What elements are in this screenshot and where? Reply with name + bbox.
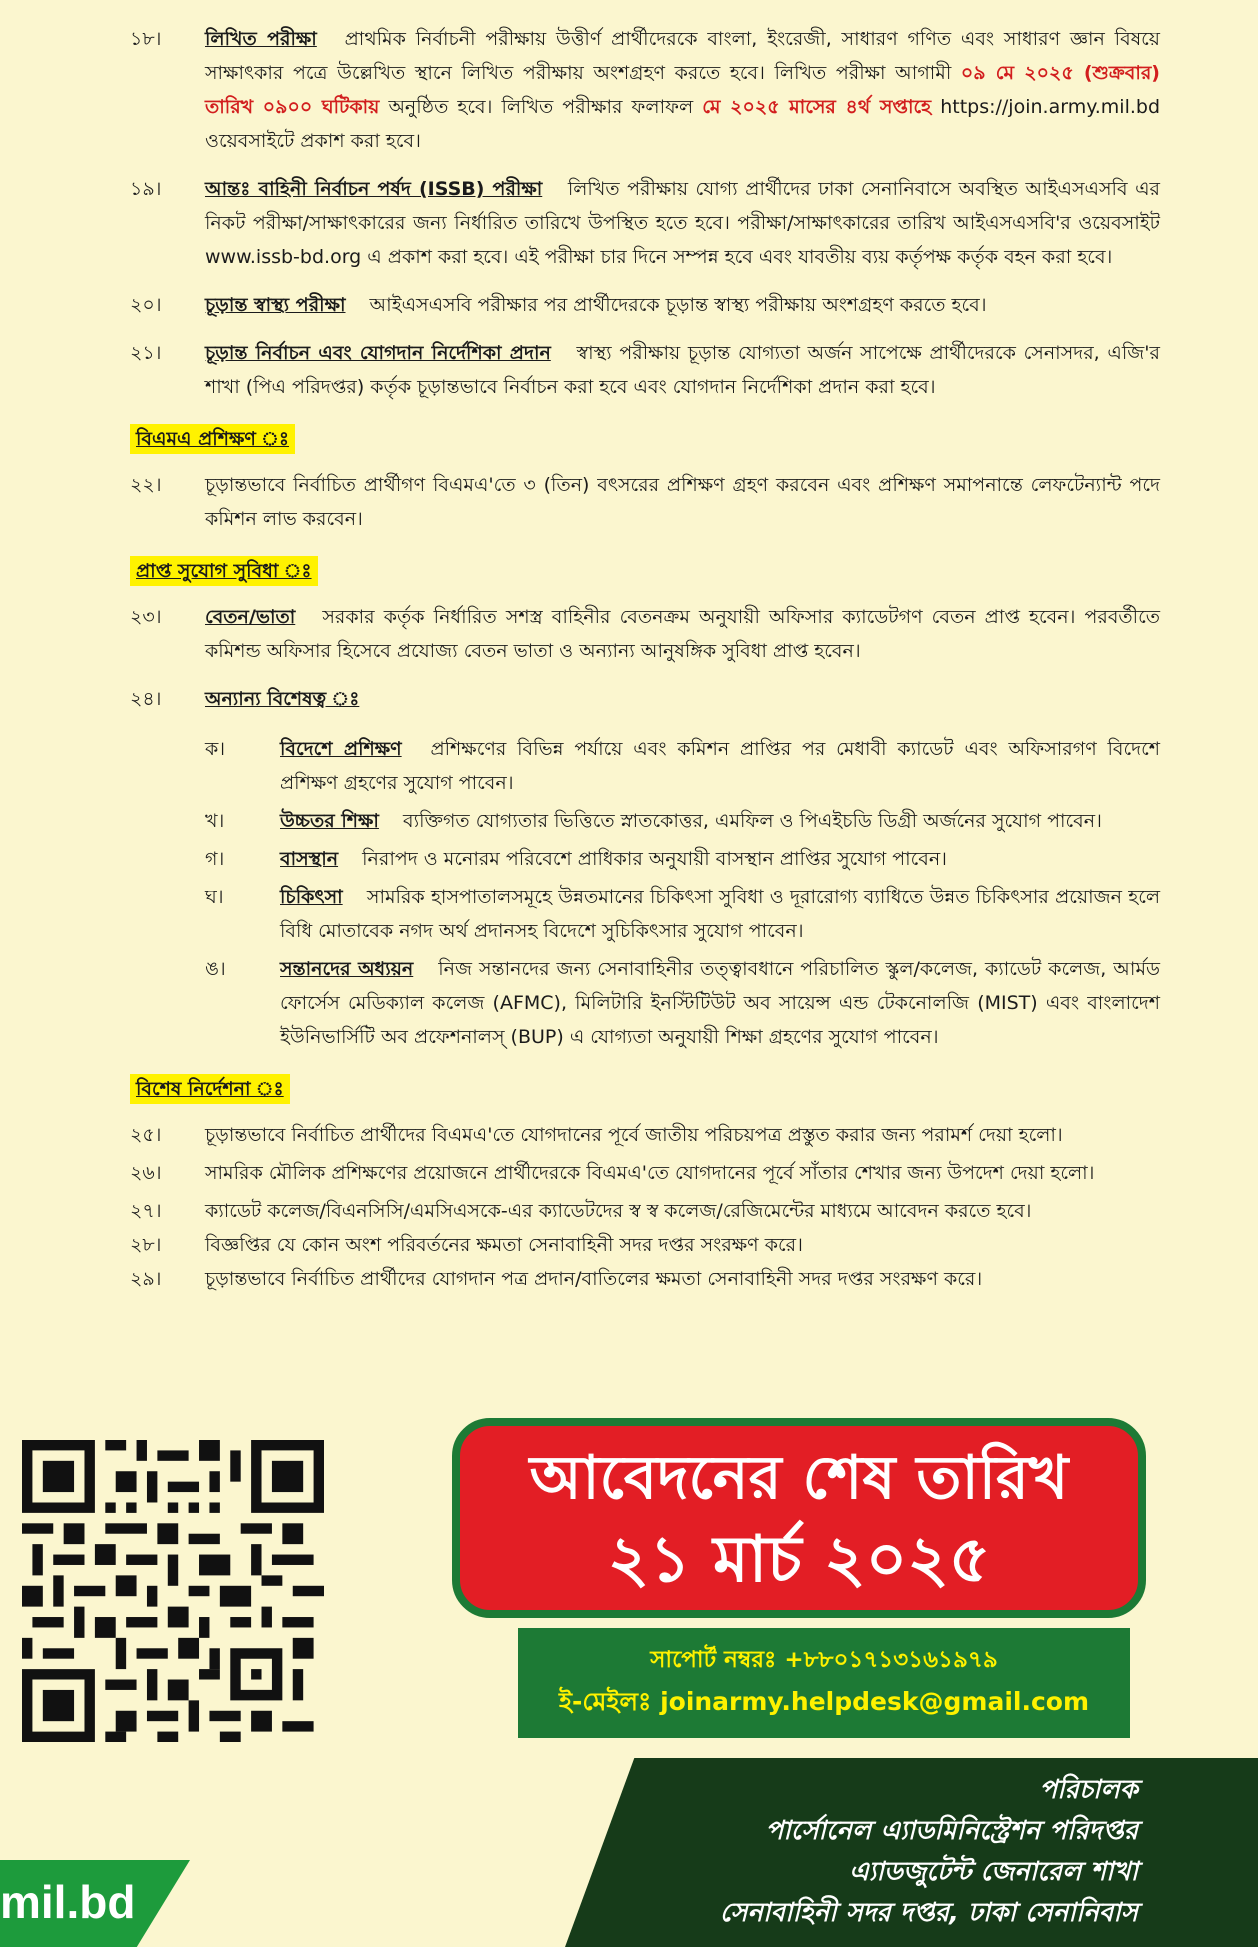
- sub-letter: ঙ।: [205, 958, 226, 980]
- exam-date: ০৯ মে ২০২৫ (শুক্রবার) তারিখ ০৯০০ ঘটিকায়: [205, 62, 1160, 118]
- sub-letter: ক।: [205, 738, 226, 760]
- item-text: অনুষ্ঠিত হবে। লিখিত পরীক্ষার ফলাফল: [388, 96, 694, 118]
- sub-heading: সন্তানদের অধ্যয়ন: [280, 958, 414, 980]
- item-number: ২৩।: [130, 606, 162, 628]
- sub-item: [130, 842, 1160, 876]
- deadline-label: আবেদনের শেষ তারিখ: [529, 1443, 1069, 1513]
- item-text: চূড়ান্তভাবে নির্বাচিত প্রার্থীদের যোগদান পত্র প্রদান/বাতিলের ক্ষমতা সেনাবাহিনী সদর দপ্তর সংরক্ষণ করে।: [205, 1268, 983, 1290]
- issuer-line: পরিচালক: [1039, 1775, 1138, 1805]
- item-heading: চূড়ান্ত নির্বাচন এবং যোগদান নির্দেশিকা প্রদান: [205, 342, 551, 364]
- sub-item: [130, 804, 1160, 838]
- item-number: ২০।: [130, 294, 162, 316]
- qr-code[interactable]: [22, 1440, 324, 1742]
- item-24: [130, 682, 1160, 716]
- sub-item: [130, 880, 1160, 948]
- item-18: [130, 22, 1160, 158]
- sub-item: [130, 952, 1160, 1054]
- sub-heading: চিকিৎসা: [280, 886, 343, 908]
- issuer-line: পার্সোনেল এ্যাডমিনিস্ট্রেশন পরিদপ্তর: [765, 1816, 1138, 1846]
- item-26: [130, 1156, 1160, 1190]
- item-heading: চূড়ান্ত স্বাস্থ্য পরীক্ষা: [205, 294, 346, 316]
- item-text: সরকার কর্তৃক নির্ধারিত সশস্ত্র বাহিনীর বেতনক্রম অনুযায়ী অফিসার ক্যাডেটগণ বেতন প্রাপ্ত হবেন। পরবর্তীতে কমিশন্ড অফিসার হিসেবে প্রযোজ্য বেতন ভাতা ও অন্যান্য আনুষঙ্গিক সুবিধা প্রাপ্ত হবেন।: [205, 606, 1160, 662]
- support-number: সাপোর্ট নম্বরঃ +৮৮০১৭১৩১৬১৯৭৯: [650, 1647, 998, 1673]
- item-19: [130, 172, 1160, 274]
- sub-text: প্রশিক্ষণের বিভিন্ন পর্যায়ে এবং কমিশন প্রাপ্তির পর মেধাবী ক্যাডেট এবং অফিসারগণ বিদেশে প্রশিক্ষণ গ্রহণের সুযোগ পাবেন।: [280, 738, 1160, 794]
- item-heading: লিখিত পরীক্ষা: [205, 28, 317, 50]
- item-number: ২৪।: [130, 688, 162, 710]
- item-number: ২৫।: [130, 1124, 162, 1146]
- section-bma-training: বিএমএ প্রশিক্ষণ ঃ: [130, 424, 295, 454]
- item-text: স্বাস্থ্য পরীক্ষায় চূড়ান্ত যোগ্যতা অর্জন সাপেক্ষে প্রার্থীদেরকে সেনাসদর, এজি'র শাখা (পিএ পরিদপ্তর) কর্তৃক চূড়ান্তভাবে নির্বাচন করা হবে এবং যোগদান নির্দেশিকা প্রদান করা হবে।: [205, 342, 1160, 398]
- item-number: ২৮।: [130, 1234, 162, 1256]
- item-22: [130, 468, 1160, 536]
- item-number: ১৯।: [130, 178, 162, 200]
- item-27: [130, 1194, 1160, 1228]
- item-25: [130, 1118, 1160, 1152]
- sub-text: ব্যক্তিগত যোগ্যতার ভিত্তিতে স্নাতকোত্তর, এমফিল ও পিএইচডি ডিগ্রী অর্জনের সুযোগ পাবেন।: [403, 810, 1102, 832]
- issuer-block: [720, 1770, 1138, 1934]
- sub-text: নিরাপদ ও মনোরম পরিবেশে প্রাধিকার অনুযায়ী বাসস্থান প্রাপ্তির সুযোগ পাবেন।: [362, 848, 947, 870]
- item-20: [130, 288, 1160, 322]
- section-special-instructions: বিশেষ নির্দেশনা ঃ: [130, 1074, 290, 1104]
- item-heading: অন্যান্য বিশেষত্ব ঃ: [205, 688, 360, 710]
- item-29: [130, 1262, 1160, 1296]
- sub-text: নিজ সন্তানদের জন্য সেনাবাহিনীর তত্ত্বাবধানে পরিচালিত স্কুল/কলেজ, ক্যাডেট কলেজ, আর্মড ফোর্সেস মেডিক্যাল কলেজ (AFMC), মিলিটারি ইনস্টিটিউট অব সায়েন্স এন্ড টেকনোলজি (MIST) এবং বাংলাদেশ ইউনিভার্সিটি অব প্রফেশনালস্ (BUP) এ যোগ্যতা অনুযায়ী শিক্ষা গ্রহণের সুযোগ পাবেন।: [280, 958, 1160, 1048]
- sub-text: সামরিক হাসপাতালসমূহে উন্নতমানের চিকিৎসা সুবিধা ও দূরারোগ্য ব্যাধিতে উন্নত চিকিৎসার প্রয়োজন হলে বিধি মোতাবেক নগদ অর্থ প্রদানসহ বিদেশে সুচিকিৎসার সুযোগ পাবেন।: [280, 886, 1160, 942]
- item-23: [130, 600, 1160, 668]
- item-28: [130, 1228, 1160, 1262]
- website-fragment[interactable]: mil.bd: [0, 1876, 136, 1928]
- item-number: ২১।: [130, 342, 162, 364]
- item-text: আইএসএসবি পরীক্ষার পর প্রার্থীদেরকে চূড়ান্ত স্বাস্থ্য পরীক্ষায় অংশগ্রহণ করতে হবে।: [369, 294, 987, 316]
- item-heading: বেতন/ভাতা: [205, 606, 296, 628]
- item-text: চূড়ান্তভাবে নির্বাচিত প্রার্থীদের বিএমএ'তে যোগদানের পূর্বে জাতীয় পরিচয়পত্র প্রস্তুত করার জন্য পরামর্শ দেয়া হলো।: [205, 1124, 1063, 1146]
- deadline-date: ২১ মার্চ ২০২৫: [607, 1523, 991, 1597]
- section-benefits: প্রাপ্ত সুযোগ সুবিধা ঃ: [130, 556, 318, 586]
- sub-item: [130, 732, 1160, 800]
- item-text: ক্যাডেট কলেজ/বিএনসিসি/এমসিএসকে-এর ক্যাডেটদের স্ব স্ব কলেজ/রেজিমেন্টের মাধ্যমে আবেদন করতে হবে।: [205, 1200, 1032, 1222]
- item-text: প্রাথমিক নির্বাচনী পরীক্ষায় উত্তীর্ণ প্রার্থীদেরকে বাংলা, ইংরেজী, সাধারণ গণিত এবং সাধারণ জ্ঞান বিষয়ে সাক্ষাৎকার পত্রে উল্লেখিত স্থানে লিখিত পরীক্ষায় অংশগ্রহণ করতে হবে। লিখিত পরীক্ষা আগামী: [205, 28, 1160, 84]
- item-number: ২২।: [130, 474, 162, 496]
- support-email[interactable]: ই-মেইলঃ joinarmy.helpdesk@gmail.com: [559, 1687, 1089, 1716]
- item-number: ২৯।: [130, 1268, 162, 1290]
- item-number: ১৮।: [130, 28, 162, 50]
- sub-letter: গ।: [205, 848, 225, 870]
- result-date: মে ২০২৫ মাসের ৪র্থ সপ্তাহে: [702, 96, 932, 118]
- sub-letter: ঘ।: [205, 886, 224, 908]
- item-number: ২৬।: [130, 1162, 162, 1184]
- deadline-banner: [452, 1418, 1146, 1618]
- item-text: বিজ্ঞপ্তির যে কোন অংশ পরিবর্তনের ক্ষমতা সেনাবাহিনী সদর দপ্তর সংরক্ষণ করে।: [205, 1234, 803, 1256]
- item-heading: আন্তঃ বাহিনী নির্বাচন পর্ষদ (ISSB) পরীক্ষা: [205, 178, 543, 200]
- item-number: ২৭।: [130, 1200, 162, 1222]
- item-text: লিখিত পরীক্ষায় যোগ্য প্রার্থীদের ঢাকা সেনানিবাসে অবস্থিত আইএসএসবি এর নিকট পরীক্ষা/সাক্ষাৎকারের জন্য নির্ধারিত তারিখে উপস্থিত হতে হবে। পরীক্ষা/সাক্ষাৎকারের তারিখ আইএসএসবি'র ওয়েবসাইট www.issb-bd.org এ প্রকাশ করা হবে। এই পরীক্ষা চার দিনে সম্পন্ন হবে এবং যাবতীয় ব্যয় কর্তৃপক্ষ কর্তৃক বহন করা হবে।: [205, 178, 1160, 268]
- item-21: [130, 336, 1160, 404]
- sub-heading: বিদেশে প্রশিক্ষণ: [280, 738, 402, 760]
- sub-heading: বাসস্থান: [280, 848, 339, 870]
- qr-code-icon: [22, 1440, 324, 1742]
- sub-heading: উচ্চতর শিক্ষা: [280, 810, 379, 832]
- issuer-line: এ্যাডজুটেন্ট জেনারেল শাখা: [849, 1857, 1138, 1887]
- issuer-line: সেনাবাহিনী সদর দপ্তর, ঢাকা সেনানিবাস: [719, 1898, 1138, 1928]
- item-text: https://join.army.mil.bd ওয়েবসাইটে প্রকাশ করা হবে।: [205, 96, 1161, 152]
- notice-body: [130, 22, 1160, 1296]
- sub-letter: খ।: [205, 810, 225, 832]
- item-text: চূড়ান্তভাবে নির্বাচিত প্রার্থীগণ বিএমএ'তে ৩ (তিন) বৎসরের প্রশিক্ষণ গ্রহণ করবেন এবং প্রশিক্ষণ সমাপনান্তে লেফটেন্যান্ট পদে কমিশন লাভ করবেন।: [205, 474, 1160, 530]
- item-text: সামরিক মৌলিক প্রশিক্ষণের প্রয়োজনে প্রার্থীদেরকে বিএমএ'তে যোগদানের পূর্বে সাঁতার শেখার জন্য উপদেশ দেয়া হলো।: [205, 1162, 1095, 1184]
- contact-box: [518, 1628, 1130, 1738]
